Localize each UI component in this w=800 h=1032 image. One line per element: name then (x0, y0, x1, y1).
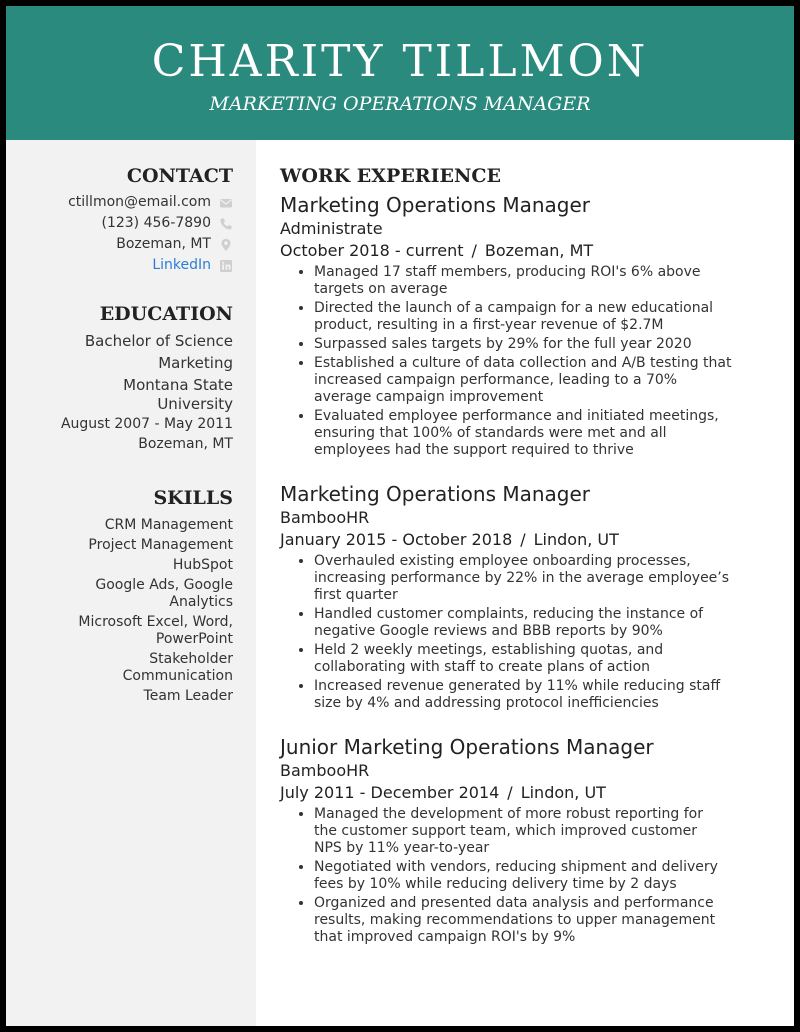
job-bullets (280, 264, 780, 459)
job-bullet (314, 859, 780, 893)
skill-text: Stakeholder (149, 651, 233, 667)
bullet-text: Established a culture of data collection and A/B testing that (314, 355, 732, 371)
candidate-title: MARKETING OPERATIONS MANAGER (209, 93, 591, 115)
job-dates: January 2015 - October 2018 (280, 530, 513, 549)
job-location: Bozeman, MT (484, 241, 594, 260)
skill-item (23, 557, 233, 574)
bullet-text: Managed the development of more robust reporting for (314, 806, 703, 822)
phone-icon (219, 217, 233, 231)
job-1 (280, 192, 780, 461)
bullet-text: Negotiated with vendors, reducing shipment and delivery (314, 859, 718, 875)
map-pin-icon (219, 238, 233, 252)
bullet-text: NPS by 11% year-to-year (314, 840, 490, 856)
education-section (23, 302, 233, 454)
job-company: BambooHR (280, 508, 370, 527)
job-title: Junior Marketing Operations Manager (280, 735, 654, 759)
linkedin-link[interactable]: LinkedIn (152, 257, 211, 273)
job-bullet (314, 678, 780, 712)
bullet-text: Directed the launch of a campaign for a new educational (314, 300, 714, 316)
envelope-icon (219, 196, 233, 210)
job-dates-location: January 2015 - October 2018 / Lindon, UT (280, 530, 619, 549)
bullet-text: employees had the support required to thrive (314, 442, 634, 458)
skill-text: Google Ads, Google (95, 577, 233, 593)
skill-item (23, 517, 233, 534)
work-experience-heading: WORK EXPERIENCE (280, 165, 501, 187)
job-title: Marketing Operations Manager (280, 482, 591, 506)
skills-section (23, 486, 233, 708)
skill-text: HubSpot (172, 557, 233, 573)
bullet-text: that improved campaign ROI's by 9% (314, 929, 576, 945)
contact-heading: CONTACT (126, 165, 233, 187)
skill-text: Communication (122, 668, 233, 684)
bullet-text: size by 4% and addressing protocol inefficiencies (314, 695, 659, 711)
bullet-text: Evaluated employee performance and initiated meetings, (314, 408, 719, 424)
phone-text[interactable]: (123) 456-7890 (101, 215, 211, 231)
job-title: Marketing Operations Manager (280, 193, 591, 217)
bullet-text: Overhauled existing employee onboarding processes, (314, 553, 691, 569)
skill-text: Team Leader (143, 688, 233, 704)
job-dates: October 2018 - current (280, 241, 464, 260)
contact-email (23, 192, 233, 213)
bullet-text: Held 2 weekly meetings, establishing quotas, and (314, 642, 664, 658)
bullet-text: Increased revenue generated by 11% while reducing staff (314, 678, 721, 694)
skills-heading: SKILLS (153, 487, 233, 509)
education-dates: August 2007 - May 2011 (60, 416, 233, 432)
skill-item (23, 577, 233, 611)
bullet-text: Surpassed sales targets by 29% for the full year 2020 (314, 336, 692, 352)
bullet-text: first quarter (314, 587, 398, 603)
resume-page (6, 6, 794, 1026)
bullet-text: results, making recommendations to upper management (314, 912, 716, 928)
skill-text: Microsoft Excel, Word, (78, 614, 233, 630)
job-bullet (314, 355, 780, 406)
skill-item (23, 614, 233, 648)
job-bullet (314, 806, 780, 857)
bullet-text: increasing performance by 22% in the average employee’s (314, 570, 730, 586)
job-bullet (314, 606, 780, 640)
sidebar (6, 140, 256, 1026)
job-dates-location: July 2011 - December 2014 / Lindon, UT (280, 783, 606, 802)
bullet-text: average campaign improvement (314, 389, 544, 405)
job-bullet (314, 300, 780, 334)
bullet-text: collaborating with staff to create plans of action (314, 659, 651, 675)
location-text: Bozeman, MT (116, 236, 211, 252)
bullet-text: increased campaign performance, leading to a 70% (314, 372, 678, 388)
skill-item (23, 651, 233, 685)
skill-text: Analytics (169, 594, 233, 610)
education-school-line1: Montana State (123, 376, 233, 394)
job-dates: July 2011 - December 2014 (280, 783, 500, 802)
bullet-text: the customer support team, which improved customer (314, 823, 698, 839)
contact-phone (23, 213, 233, 234)
job-bullet (314, 895, 780, 946)
skill-text: Project Management (88, 537, 233, 553)
skill-item (23, 688, 233, 705)
resume-header (6, 6, 794, 140)
job-bullets (280, 806, 780, 946)
skill-item (23, 537, 233, 554)
education-heading: EDUCATION (99, 303, 233, 325)
contact-section (23, 164, 233, 276)
job-company: Administrate (280, 219, 383, 238)
contact-location (23, 234, 233, 255)
contact-linkedin (23, 255, 233, 276)
job-bullet (314, 336, 780, 353)
education-school-line2: University (157, 395, 233, 413)
bullet-text: product, resulting in a first-year revenue of $2.7M (314, 317, 664, 333)
job-bullets (280, 553, 780, 712)
job-bullet (314, 264, 780, 298)
skill-text: CRM Management (104, 517, 233, 533)
bullet-text: ensuring that 100% of standards were met and all (314, 425, 667, 441)
job-location: Lindon, UT (533, 530, 619, 549)
education-degree: Bachelor of Science (84, 332, 233, 350)
bullet-text: Organized and presented data analysis and performance (314, 895, 714, 911)
email-text[interactable]: ctillmon@email.com (68, 194, 211, 210)
job-2 (280, 481, 780, 714)
job-bullet (314, 553, 780, 604)
job-location: Lindon, UT (520, 783, 606, 802)
job-company: BambooHR (280, 761, 370, 780)
linkedin-icon (219, 259, 233, 273)
skills-list (23, 517, 233, 705)
skill-text: PowerPoint (155, 631, 233, 647)
education-major: Marketing (158, 354, 233, 372)
bullet-text: fees by 10% while reducing delivery time by 2 days (314, 876, 677, 892)
job-bullet (314, 642, 780, 676)
bullet-text: Managed 17 staff members, producing ROI's 6% above (314, 264, 701, 280)
job-bullet (314, 408, 780, 459)
bullet-text: Handled customer complaints, reducing the instance of (314, 606, 704, 622)
bullet-text: targets on average (314, 281, 448, 297)
job-dates-location: October 2018 - current / Bozeman, MT (280, 241, 594, 260)
bullet-text: negative Google reviews and BBB reports by 90% (314, 623, 663, 639)
education-location: Bozeman, MT (138, 436, 233, 452)
candidate-name: CHARITY TILLMON (151, 36, 649, 87)
job-3 (280, 734, 780, 948)
